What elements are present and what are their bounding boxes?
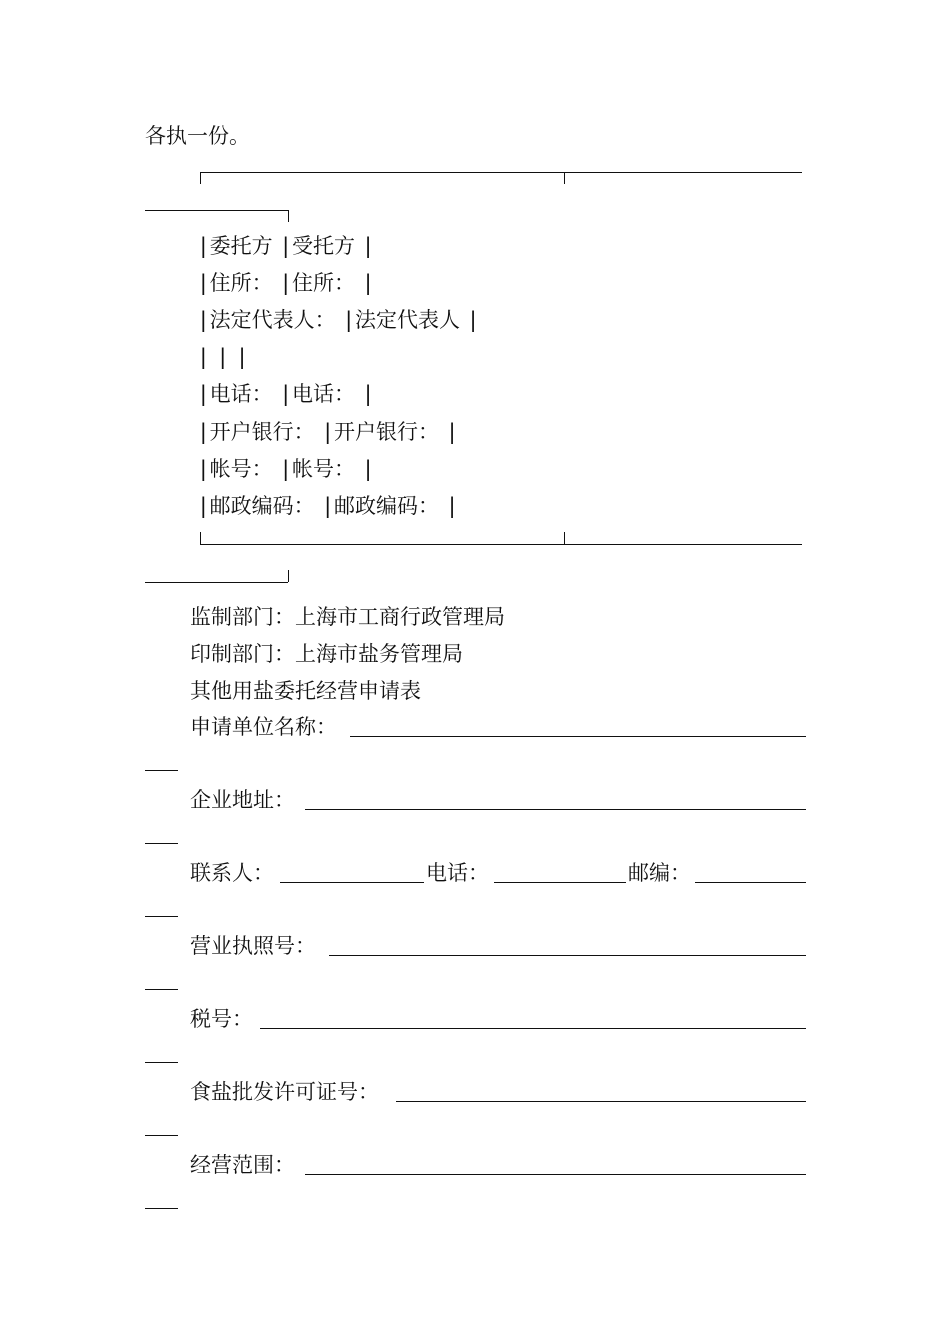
salt-permit-field-continuation[interactable] xyxy=(145,1107,178,1136)
postcode-field[interactable] xyxy=(695,854,806,883)
table-row: | | | xyxy=(197,345,249,369)
address-field-continuation[interactable] xyxy=(145,815,178,844)
salt-permit-field[interactable] xyxy=(396,1073,806,1102)
printer-line: 印制部门：上海市盐务管理局 xyxy=(190,642,463,666)
table-row: |法定代表人： |法定代表人 | xyxy=(197,308,480,332)
tax-field-continuation[interactable] xyxy=(145,1034,178,1063)
table-row: |委托方 |受托方 | xyxy=(197,234,375,258)
form-title: 其他用盐委托经营申请表 xyxy=(190,679,421,703)
license-label: 营业执照号： xyxy=(190,934,316,958)
postcode-label: 邮编： xyxy=(628,861,691,885)
applicant-name-field-continuation[interactable] xyxy=(145,742,178,771)
address-label: 企业地址： xyxy=(190,788,295,812)
contact-label: 联系人： xyxy=(190,861,274,885)
intro-text: 各执一份。 xyxy=(145,124,250,148)
scope-label: 经营范围： xyxy=(190,1153,295,1177)
salt-permit-label: 食盐批发许可证号： xyxy=(190,1080,379,1104)
tax-field[interactable] xyxy=(260,1000,806,1029)
tax-label: 税号： xyxy=(190,1007,253,1031)
applicant-name-label: 申请单位名称： xyxy=(190,715,337,739)
table-row: |开户银行： |开户银行： | xyxy=(197,420,459,444)
table-row: |住所： |住所： | xyxy=(197,271,375,295)
table-row: |帐号： |帐号： | xyxy=(197,457,375,481)
phone-field[interactable] xyxy=(494,854,626,883)
postcode-field-continuation[interactable] xyxy=(145,888,178,917)
scope-field[interactable] xyxy=(305,1146,806,1175)
contact-field[interactable] xyxy=(280,854,424,883)
license-field-continuation[interactable] xyxy=(145,961,178,990)
supervisor-line: 监制部门：上海市工商行政管理局 xyxy=(190,605,505,629)
table-row: |邮政编码： |邮政编码： | xyxy=(197,494,459,518)
license-field[interactable] xyxy=(329,927,806,956)
address-field[interactable] xyxy=(305,781,806,810)
table-row: |电话： |电话： | xyxy=(197,382,375,406)
applicant-name-field[interactable] xyxy=(350,708,806,737)
scope-field-continuation[interactable] xyxy=(145,1180,178,1209)
phone-label: 电话： xyxy=(426,861,489,885)
